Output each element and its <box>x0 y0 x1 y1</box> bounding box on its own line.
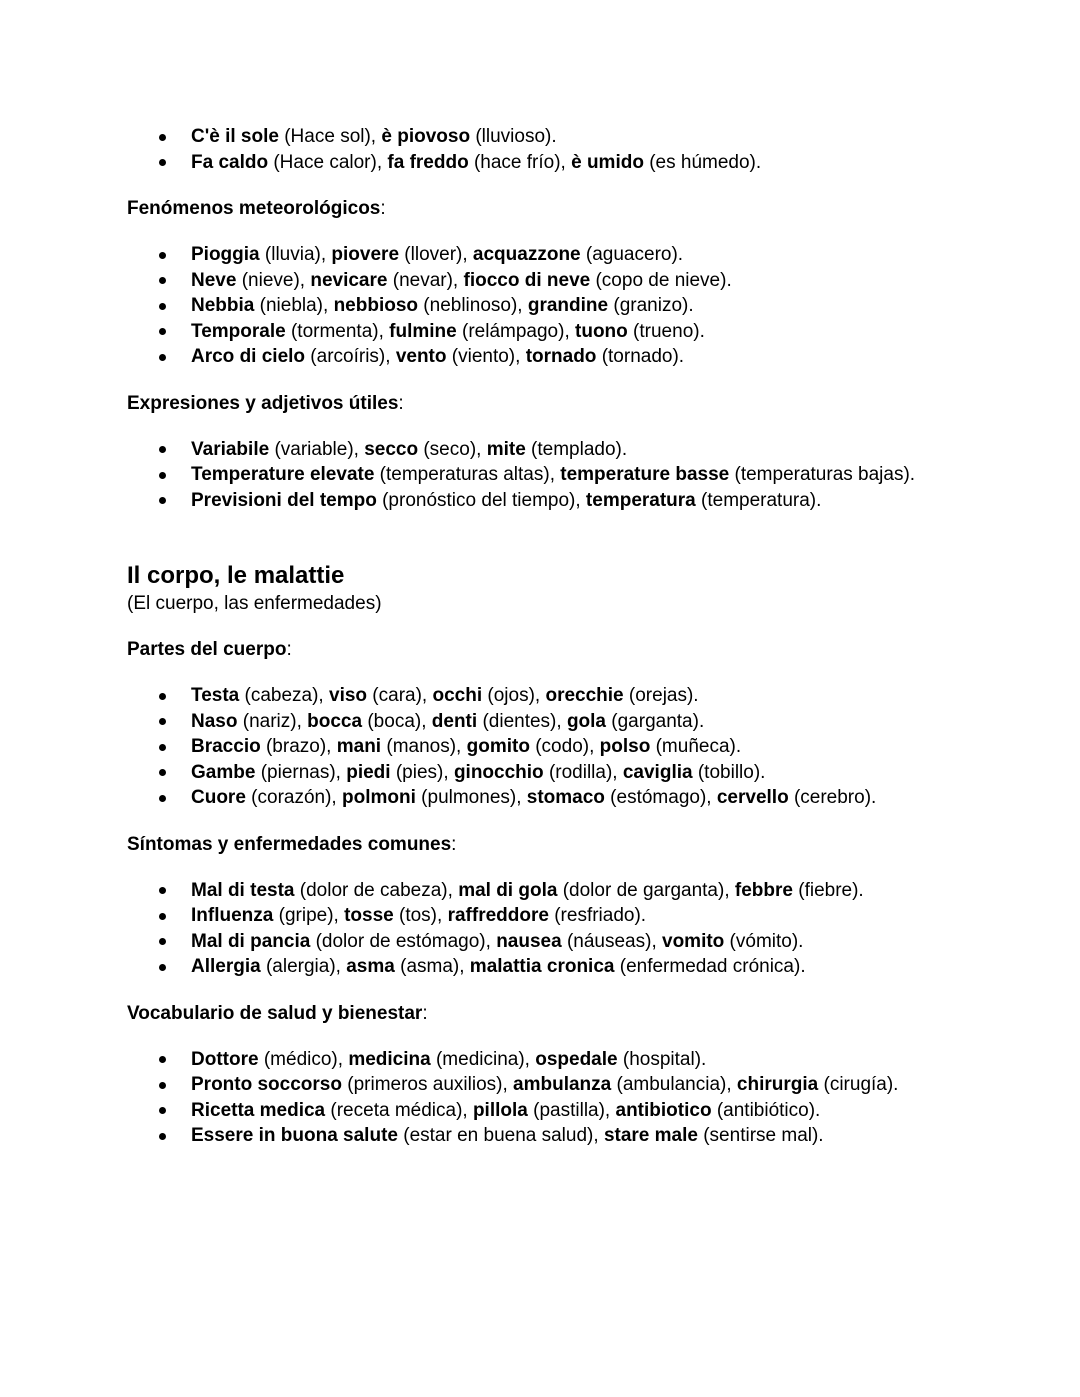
heading-health-vocabulary: Vocabulario de salud y bienestar: <box>127 1002 428 1024</box>
list-item <box>127 683 1027 709</box>
italian-term: gola <box>566 710 606 732</box>
italian-term: orecchie <box>545 685 624 706</box>
translation-text: (nieve), <box>236 269 311 291</box>
italian-term: nebbioso <box>333 295 419 316</box>
translation-text: (corazón), <box>245 787 342 808</box>
translation-text: (dolor de cabeza), <box>294 879 459 901</box>
italian-term: polmoni <box>342 787 416 808</box>
heading-weather-expressions: Expresiones y adjetivos útiles: <box>127 392 404 414</box>
bullet-icon <box>159 913 166 920</box>
italian-term: malattia cronica <box>469 956 615 977</box>
translation-text: (trueno). <box>627 320 705 342</box>
translation-text: (hace frío), <box>468 151 572 173</box>
body-parts-list <box>127 683 1027 811</box>
list-item <box>127 1047 1027 1073</box>
list-item <box>127 437 1027 463</box>
translation-text: (orejas). <box>623 685 699 706</box>
italian-term: Braccio <box>191 736 261 757</box>
translation-text: (Hace calor), <box>268 151 388 173</box>
italian-term: fulmine <box>389 320 457 342</box>
bullet-icon <box>159 1133 166 1140</box>
translation-text: (ambulancia), <box>611 1074 737 1095</box>
weather-phenomena-list <box>127 242 1027 370</box>
bullet-icon <box>159 744 166 751</box>
translation-text: (receta médica), <box>325 1099 473 1121</box>
translation-text: (medicina), <box>430 1048 536 1070</box>
translation-text: (copo de nieve). <box>590 269 732 291</box>
italian-term: ambulanza <box>513 1074 612 1095</box>
translation-text: (tos), <box>393 905 448 926</box>
italian-term: grandine <box>527 295 609 316</box>
italian-term: Pronto soccorso <box>191 1074 342 1095</box>
italian-term: secco <box>364 438 419 460</box>
italian-term: Testa <box>191 685 240 706</box>
list-item <box>127 954 1027 980</box>
translation-text: (arcoíris), <box>305 346 396 367</box>
italian-term: è piovoso <box>381 126 471 147</box>
bullet-icon <box>159 497 166 504</box>
list-item <box>127 268 1027 294</box>
translation-text: (cirugía). <box>818 1074 899 1095</box>
translation-text: (temperatura). <box>695 489 822 511</box>
italian-term: è umido <box>571 151 644 173</box>
list-item <box>127 734 1027 760</box>
italian-term: gomito <box>466 736 530 757</box>
translation-text: (neblinoso), <box>418 295 528 316</box>
italian-term: denti <box>431 710 478 732</box>
bullet-icon <box>159 887 166 894</box>
translation-text: (pies), <box>390 761 454 783</box>
italian-term: Fa caldo <box>191 151 269 173</box>
italian-term: C'è il sole <box>191 126 279 147</box>
italian-term: Allergia <box>191 956 261 977</box>
heading-body-parts: Partes del cuerpo: <box>127 639 292 660</box>
italian-term: acquazzone <box>472 244 581 265</box>
italian-term: piovere <box>331 244 400 265</box>
list-item <box>127 150 1027 176</box>
italian-term: Influenza <box>191 905 274 926</box>
translation-text: (tobillo). <box>692 761 766 783</box>
translation-text: (templado). <box>525 438 628 460</box>
bullet-icon <box>159 159 166 166</box>
bullet-icon <box>159 354 166 361</box>
bullet-icon <box>159 964 166 971</box>
translation-text: (viento), <box>446 346 526 367</box>
translation-text: (nariz), <box>237 710 308 732</box>
translation-text: (resfriado). <box>548 905 647 926</box>
italian-term: polso <box>599 736 651 757</box>
italian-term: ospedale <box>535 1048 618 1070</box>
italian-term: cervello <box>716 787 789 808</box>
italian-term: Previsioni del tempo <box>191 489 377 511</box>
italian-term: caviglia <box>622 761 693 783</box>
translation-text: (muñeca). <box>650 736 742 757</box>
bullet-icon <box>159 252 166 259</box>
italian-term: fiocco di neve <box>463 269 591 291</box>
list-item <box>127 878 1027 904</box>
bullet-icon <box>159 1107 166 1114</box>
bullet-icon <box>159 938 166 945</box>
italian-term: Temporale <box>191 320 286 342</box>
italian-term: ginocchio <box>453 761 544 783</box>
translation-text: (nevar), <box>387 269 464 291</box>
translation-text: (lluvioso). <box>470 126 557 147</box>
list-item <box>127 1123 1027 1149</box>
italian-term: mite <box>486 438 526 460</box>
translation-text: (codo), <box>529 736 600 757</box>
italian-term: pillola <box>472 1099 528 1121</box>
translation-text: (garganta). <box>606 710 705 732</box>
translation-text: (llover), <box>399 244 473 265</box>
section-title-body: Il corpo, le malattie <box>127 562 345 589</box>
list-item <box>127 903 1027 929</box>
bullet-icon <box>159 1056 166 1063</box>
translation-text: (enfermedad crónica). <box>614 956 806 977</box>
italian-term: occhi <box>432 685 483 706</box>
list-item <box>127 785 1027 811</box>
translation-text: (dolor de estómago), <box>310 930 497 952</box>
italian-term: raffreddore <box>447 905 549 926</box>
translation-text: (rodilla), <box>543 761 623 783</box>
list-item <box>127 488 1027 514</box>
translation-text: (tornado). <box>596 346 685 367</box>
italian-term: Naso <box>191 710 238 732</box>
translation-text: (estómago), <box>604 787 717 808</box>
bullet-icon <box>159 769 166 776</box>
list-item <box>127 709 1027 735</box>
translation-text: (cara), <box>367 685 433 706</box>
italian-term: antibiotico <box>615 1099 712 1121</box>
list-item <box>127 462 1027 488</box>
translation-text: (granizo). <box>608 295 694 316</box>
translation-text: (boca), <box>362 710 432 732</box>
bullet-icon <box>159 277 166 284</box>
list-item <box>127 1098 1027 1124</box>
italian-term: Ricetta medica <box>191 1099 326 1121</box>
translation-text: (temperaturas altas), <box>374 464 561 485</box>
translation-text: (seco), <box>418 438 487 460</box>
italian-term: piedi <box>346 761 391 783</box>
italian-term: Arco di cielo <box>191 346 306 367</box>
translation-text: (tormenta), <box>285 320 390 342</box>
translation-text: (niebla), <box>254 295 334 316</box>
translation-text: (pastilla), <box>527 1099 616 1121</box>
translation-text: (asma), <box>394 956 470 977</box>
translation-text: (manos), <box>381 736 467 757</box>
italian-term: Pioggia <box>191 244 260 265</box>
translation-text: (lluvia), <box>259 244 332 265</box>
italian-term: stare male <box>603 1125 698 1146</box>
translation-text: (médico), <box>258 1048 349 1070</box>
health-vocabulary-list <box>127 1047 1027 1149</box>
translation-text: (pulmones), <box>415 787 527 808</box>
italian-term: Variabile <box>191 438 270 460</box>
italian-term: Mal di pancia <box>191 930 311 952</box>
bullet-icon <box>159 718 166 725</box>
document-page <box>127 124 1027 1149</box>
italian-term: Mal di testa <box>191 879 295 901</box>
list-item <box>127 319 1027 345</box>
translation-text: (cabeza), <box>239 685 329 706</box>
italian-term: medicina <box>348 1048 431 1070</box>
italian-term: tosse <box>344 905 394 926</box>
weather-intro-list <box>127 124 1027 175</box>
italian-term: tuono <box>575 320 628 342</box>
heading-symptoms: Síntomas y enfermedades comunes: <box>127 833 457 855</box>
italian-term: vento <box>395 346 447 367</box>
bullet-icon <box>159 134 166 141</box>
translation-text: (piernas), <box>255 761 347 783</box>
translation-text: (variable), <box>269 438 365 460</box>
bullet-icon <box>159 693 166 700</box>
list-item <box>127 760 1027 786</box>
translation-text: (gripe), <box>273 905 345 926</box>
translation-text: (ojos), <box>482 685 546 706</box>
translation-text: (Hace sol), <box>278 126 382 147</box>
italian-term: stomaco <box>526 787 605 808</box>
italian-term: viso <box>329 685 368 706</box>
italian-term: Nebbia <box>191 295 255 316</box>
italian-term: Neve <box>191 269 237 291</box>
list-item <box>127 124 1027 150</box>
translation-text: (estar en buena salud), <box>397 1125 604 1146</box>
italian-term: Dottore <box>191 1048 259 1070</box>
italian-term: fa freddo <box>387 151 469 173</box>
translation-text: (vómito). <box>724 930 804 952</box>
weather-expressions-list <box>127 437 1027 514</box>
bullet-icon <box>159 472 166 479</box>
section-subtitle-body: (El cuerpo, las enfermedades) <box>127 593 382 614</box>
translation-text: (hospital). <box>617 1048 707 1070</box>
italian-term: mani <box>336 736 382 757</box>
translation-text: (fiebre). <box>792 879 864 901</box>
translation-text: (primeros auxilios), <box>341 1074 514 1095</box>
bullet-icon <box>159 446 166 453</box>
italian-term: nausea <box>496 930 562 952</box>
italian-term: tornado <box>525 346 597 367</box>
italian-term: febbre <box>734 879 793 901</box>
translation-text: (relámpago), <box>456 320 576 342</box>
translation-text: (sentirse mal). <box>697 1125 824 1146</box>
heading-weather-phenomena: Fenómenos meteorológicos: <box>127 198 386 219</box>
bullet-icon <box>159 303 166 310</box>
italian-term: mal di gola <box>458 879 558 901</box>
translation-text: (pronóstico del tiempo), <box>376 489 586 511</box>
italian-term: asma <box>346 956 395 977</box>
list-item <box>127 1072 1027 1098</box>
italian-term: nevicare <box>310 269 388 291</box>
translation-text: (aguacero). <box>580 244 684 265</box>
list-item <box>127 344 1027 370</box>
translation-text: (náuseas), <box>561 930 662 952</box>
italian-term: Temperature elevate <box>191 464 375 485</box>
translation-text: (alergia), <box>260 956 347 977</box>
bullet-icon <box>159 795 166 802</box>
translation-text: (brazo), <box>260 736 337 757</box>
list-item <box>127 293 1027 319</box>
italian-term: Gambe <box>191 761 256 783</box>
translation-text: (es húmedo). <box>643 151 762 173</box>
translation-text: (cerebro). <box>788 787 877 808</box>
italian-term: Essere in buona salute <box>191 1125 398 1146</box>
translation-text: (temperaturas bajas). <box>729 464 916 485</box>
italian-term: vomito <box>662 930 725 952</box>
translation-text: (antibiótico). <box>711 1099 821 1121</box>
translation-text: (dientes), <box>477 710 567 732</box>
symptoms-list <box>127 878 1027 980</box>
italian-term: chirurgia <box>736 1074 819 1095</box>
list-item <box>127 929 1027 955</box>
italian-term: temperatura <box>585 489 696 511</box>
italian-term: temperature basse <box>560 464 730 485</box>
bullet-icon <box>159 328 166 335</box>
translation-text: (dolor de garganta), <box>557 879 735 901</box>
italian-term: Cuore <box>191 787 246 808</box>
italian-term: bocca <box>307 710 363 732</box>
bullet-icon <box>159 1082 166 1089</box>
list-item <box>127 242 1027 268</box>
